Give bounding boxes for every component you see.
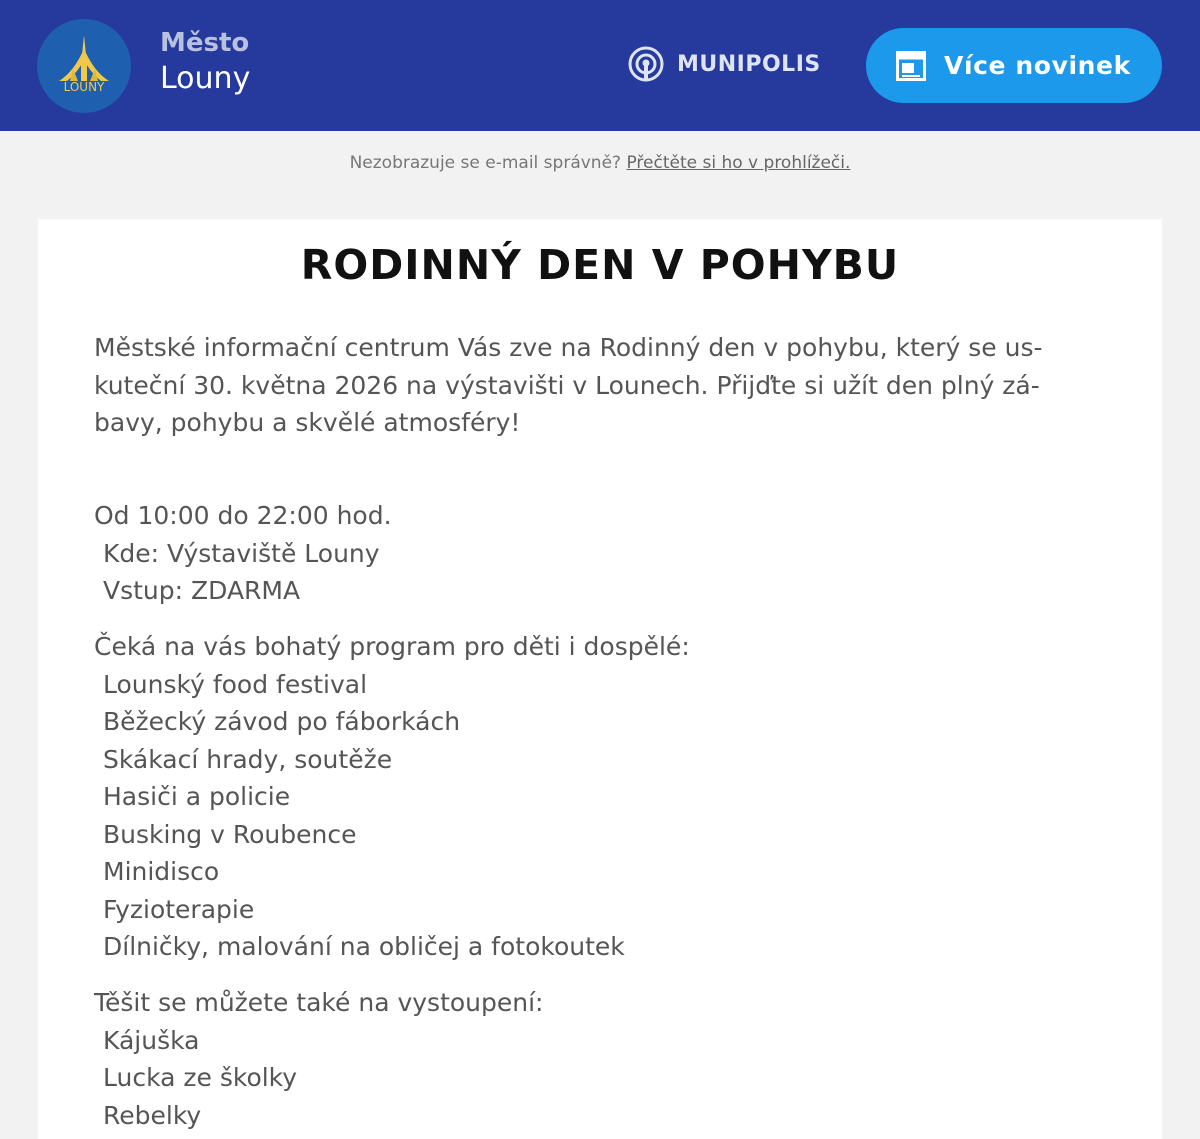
article-card <box>38 219 1162 1139</box>
munipolis-brand[interactable] <box>627 44 821 84</box>
event-entry: Vstup: ZDARMA <box>103 576 301 605</box>
article-intro <box>94 329 1094 442</box>
program-heading: Čeká na vás bohatý program pro děti i dospělé: <box>94 632 690 661</box>
program-item: Minidisco <box>103 857 220 886</box>
program-item: Hasiči a policie <box>103 782 291 811</box>
program-item: Dílničky, malování na obličej a fotokoutek <box>103 932 625 961</box>
article-title: RODINNÝ DEN V POHYBU <box>300 241 900 289</box>
city-name <box>160 30 250 94</box>
intro-line: Městské informační centrum Vás zve na Rodinný den v pohybu, který se us- <box>94 333 1043 362</box>
munipolis-label: MUNIPOLIS <box>677 51 821 77</box>
email-header <box>0 0 1200 131</box>
more-news-label: Více novinek <box>944 51 1131 80</box>
event-time: Od 10:00 do 22:00 hod. <box>94 501 392 530</box>
program-item: Fyzioterapie <box>103 894 255 924</box>
intro-line: bavy, pohybu a skvělé atmosféry! <box>94 408 521 437</box>
broadcast-icon <box>627 45 665 83</box>
preheader-text: Nezobrazuje se e-mail správně? <box>349 153 627 173</box>
program-item: Běžecký závod po fáborkách <box>103 707 461 736</box>
intro-line: kuteční 30. května 2026 na výstavišti v Lounech. Přijďte si užít den plný zá- <box>94 370 1040 400</box>
preheader <box>0 153 1200 173</box>
program-item: Skákací hrady, soutěže <box>103 744 393 774</box>
performance-item: Kájuška <box>103 1025 200 1055</box>
performances-section <box>94 984 1094 1134</box>
performance-item: Rebelky <box>103 1100 202 1130</box>
city-logo-icon[interactable] <box>37 19 131 113</box>
event-place: Kde: Výstaviště Louny <box>103 538 380 568</box>
performance-item: Lucka ze školky <box>103 1063 298 1092</box>
event-details <box>94 497 1094 610</box>
logo-caption: LOUNY <box>63 80 105 94</box>
view-in-browser-link[interactable]: Přečtěte si ho v prohlížeči. <box>626 153 851 173</box>
newspaper-icon <box>896 51 926 81</box>
program-item: Lounský food festival <box>103 669 368 699</box>
city-name-line1: Město <box>160 28 250 58</box>
program-section <box>94 628 1094 966</box>
program-item: Busking v Roubence <box>103 819 357 849</box>
performances-heading: Těšit se můžete také na vystoupení: <box>94 988 544 1017</box>
more-news-button[interactable] <box>866 28 1162 103</box>
city-name-line2: Louny <box>160 61 251 96</box>
